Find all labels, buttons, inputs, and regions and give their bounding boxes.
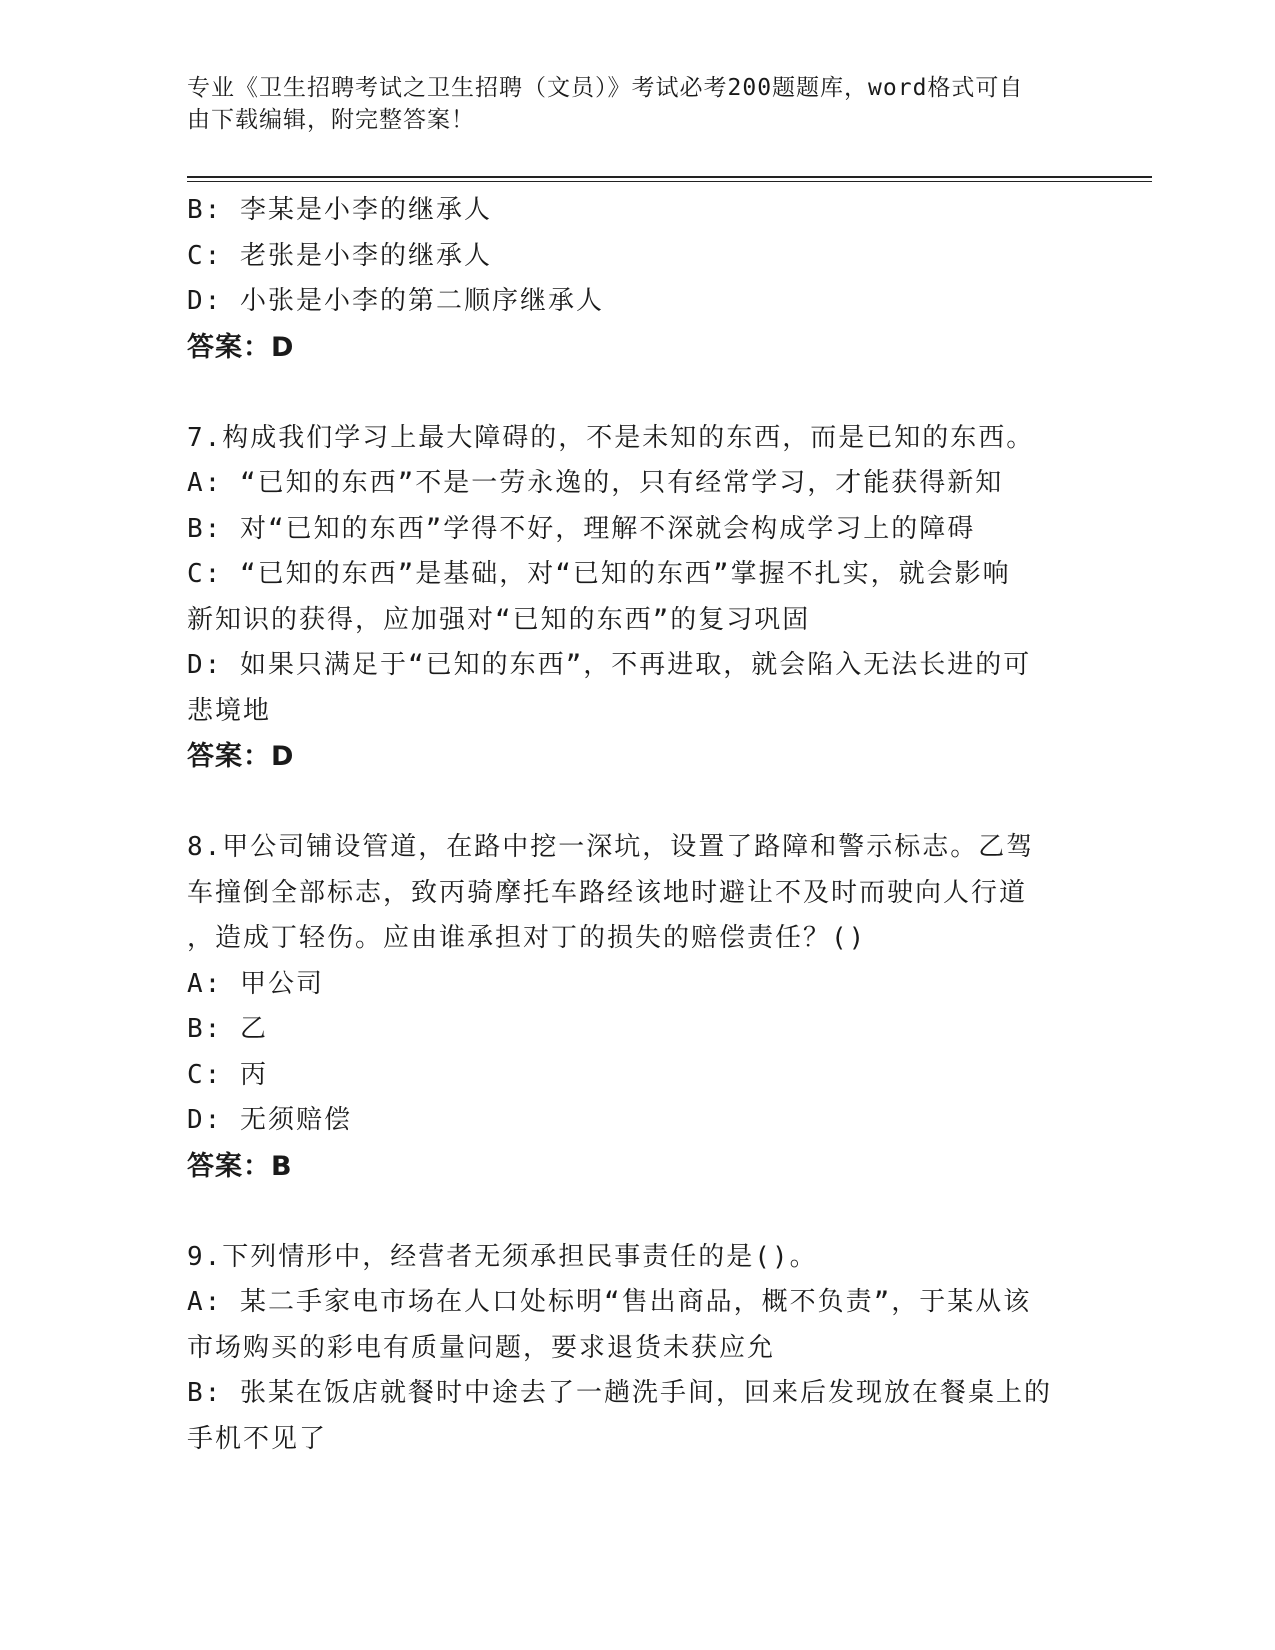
question-fragment bbox=[187, 188, 1087, 370]
option-line: B: 张某在饭店就餐时中途去了一趟洗手间，回来后发现放在餐桌上的 bbox=[187, 1378, 1052, 1408]
option-line: A: 某二手家电市场在人口处标明“售出商品，概不负责”，于某从该 bbox=[187, 1287, 1032, 1317]
spacer bbox=[187, 370, 1087, 416]
answer-line: 答案：D bbox=[187, 331, 295, 363]
option-line: C: 老张是小李的继承人 bbox=[187, 240, 492, 271]
question-content bbox=[187, 188, 1087, 1462]
option-line: C: 丙 bbox=[187, 1059, 268, 1090]
document-header bbox=[187, 72, 1067, 136]
option-line: D: 小张是小李的第二顺序继承人 bbox=[187, 286, 604, 316]
option-line: C: “已知的东西”是基础，对“已知的东西”掌握不扎实，就会影响 bbox=[187, 559, 1011, 589]
option-line: A: “已知的东西”不是一劳永逸的，只有经常学习，才能获得新知 bbox=[187, 468, 1004, 498]
option-line: A: 甲公司 bbox=[187, 968, 324, 999]
option-line-continued: 市场购买的彩电有质量问题，要求退货未获应允 bbox=[187, 1332, 776, 1363]
option-line-continued: 手机不见了 bbox=[187, 1423, 328, 1454]
header-line-2: 由下载编辑，附完整答案！ bbox=[187, 107, 475, 133]
answer-line: 答案：B bbox=[187, 1150, 293, 1182]
answer-line: 答案：D bbox=[187, 741, 295, 772]
option-line: B: 对“已知的东西”学得不好，理解不深就会构成学习上的障碍 bbox=[187, 513, 976, 544]
header-line-1: 专业《卫生招聘考试之卫生招聘（文员）》考试必考200题题库，word格式可自 bbox=[187, 75, 1024, 101]
spacer bbox=[187, 1189, 1087, 1235]
header-divider-thin bbox=[187, 181, 1152, 182]
question-text-continued: ，造成丁轻伤。应由谁承担对丁的损失的赔偿责任？() bbox=[187, 923, 867, 953]
question-text-continued: 车撞倒全部标志，致丙骑摩托车路经该地时避让不及时而驶向人行道 bbox=[187, 877, 1028, 908]
question-7 bbox=[187, 416, 1087, 780]
header-divider-thick bbox=[187, 176, 1152, 178]
question-8 bbox=[187, 825, 1087, 1189]
option-line-continued: 悲境地 bbox=[187, 695, 272, 726]
option-line: D: 无须赔偿 bbox=[187, 1105, 352, 1135]
option-line: B: 乙 bbox=[187, 1014, 268, 1044]
option-line: B: 李某是小李的继承人 bbox=[187, 195, 492, 225]
question-9 bbox=[187, 1235, 1087, 1463]
question-text: 9.下列情形中，经营者无须承担民事责任的是()。 bbox=[187, 1241, 818, 1272]
spacer bbox=[187, 780, 1087, 826]
option-line-continued: 新知识的获得，应加强对“已知的东西”的复习巩固 bbox=[187, 604, 811, 635]
question-text: 8.甲公司铺设管道，在路中挖一深坑，设置了路障和警示标志。乙驾 bbox=[187, 832, 1035, 862]
question-text: 7.构成我们学习上最大障碍的，不是未知的东西，而是已知的东西。 bbox=[187, 422, 1035, 453]
option-line: D: 如果只满足于“已知的东西”，不再进取，就会陷入无法长进的可 bbox=[187, 650, 1032, 680]
